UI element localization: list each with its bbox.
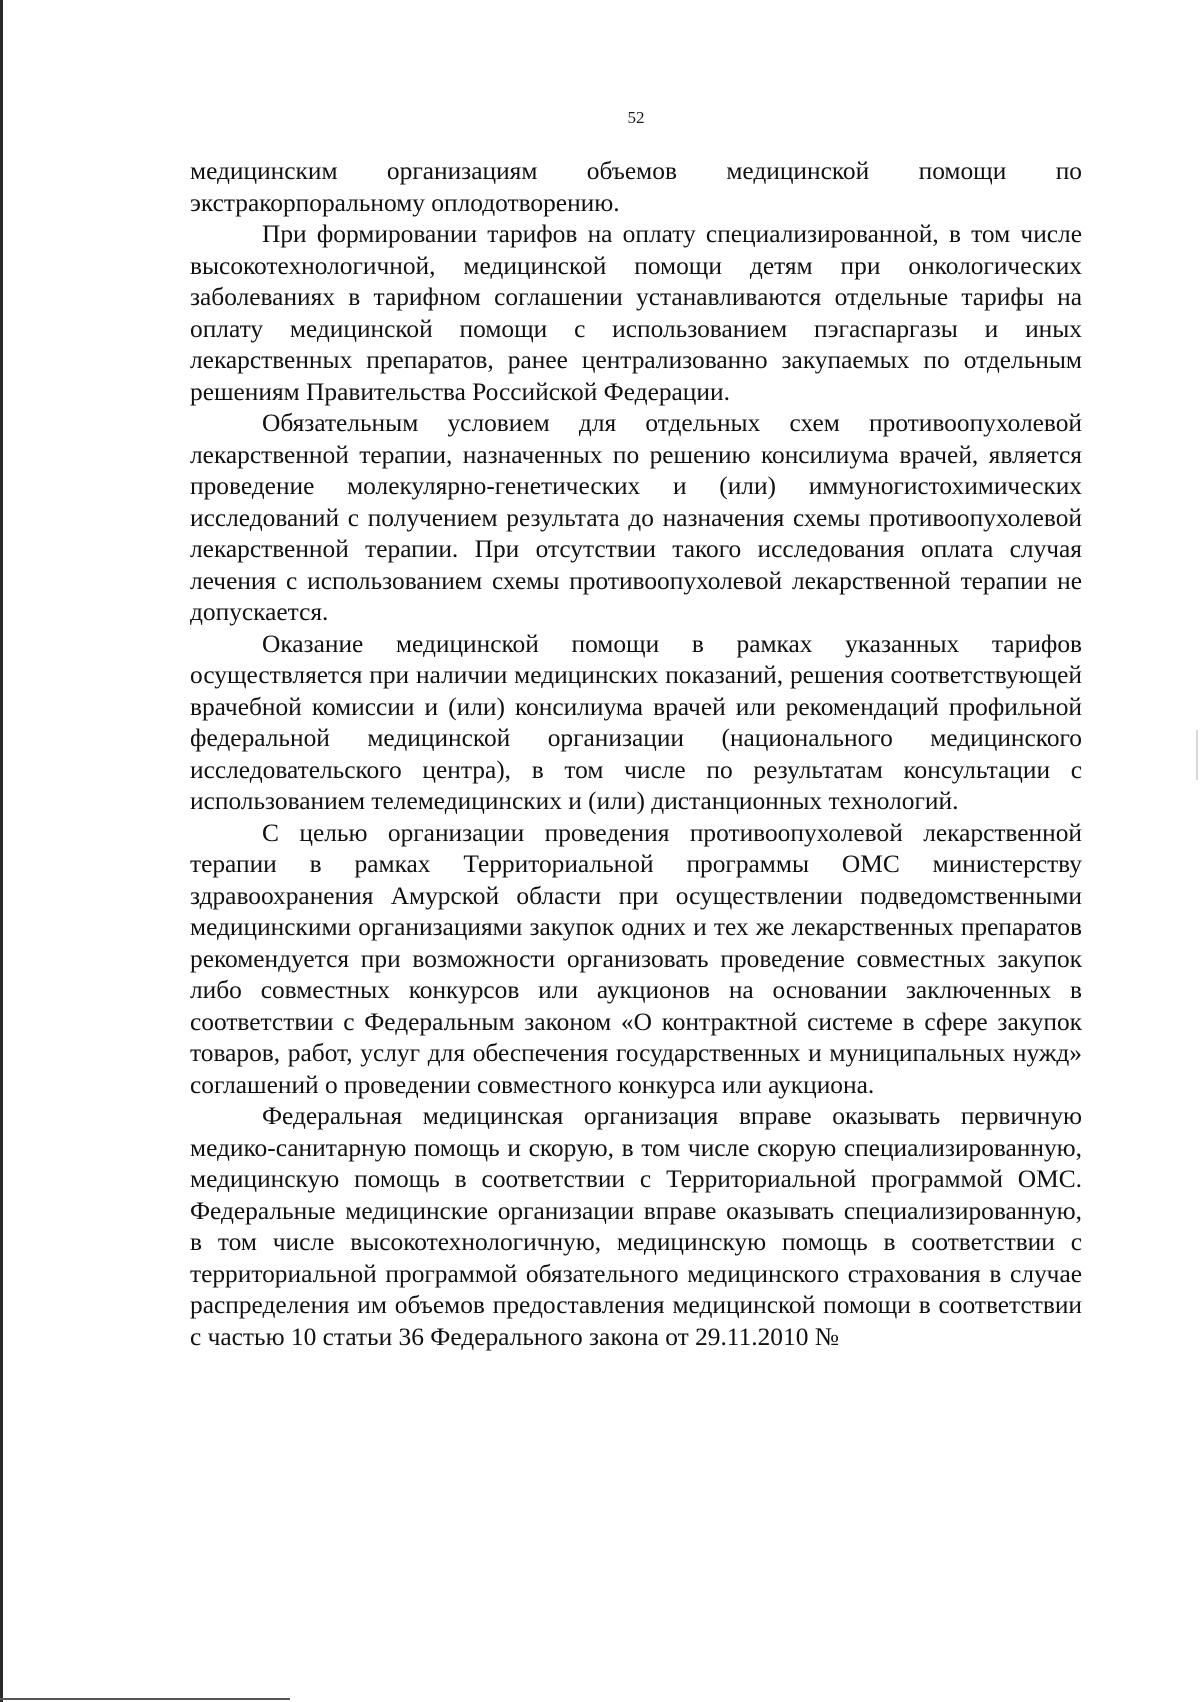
page-number: 52 bbox=[627, 108, 645, 127]
scan-mark-right bbox=[1196, 730, 1198, 780]
paragraph-medical-care-provision: Оказание медицинской помощи в рамках указанных тарифов осуществляется при наличии медицинских показаний, решения соответствующей врачебной комиссии и (или) консилиума врачей или рекомендаций профильной федеральной медицинской организации (национального медицинского исследовательского центра), в том числе по результатам консультации с использованием телемедицинских и (или) дистанционных технологий. bbox=[190, 629, 1082, 815]
paragraph-tariffs: При формировании тарифов на оплату специализированной, в том числе высокотехнологичной, медицинской помощи детям при онкологических заболеваниях в тарифном соглашении устанавливаются отдельные тарифы на оплату медицинской помощи с использованием пэгаспаргазы и иных лекарственных препаратов, ранее централизованно закупаемых по отдельным решениям Правительства Российской Федерации. bbox=[190, 220, 1082, 406]
paragraph-continuation: медицинским организациям объемов медицинской помощи по экстракорпоральному оплодотворению. bbox=[190, 157, 1082, 217]
paragraph-joint-procurement: С целью организации проведения противоопухолевой лекарственной терапии в рамках Территориальной программы ОМС министерству здравоохранения Амурской области при осуществлении подведомственными медицинскими организациями закупок одних и тех же лекарственных препаратов рекомендуется при возможности организовать проведение совместных закупок либо совместных конкурсов или аукционов на основании заключенных в соответствии с Федеральным законом «О контрактной системе в сфере закупок товаров, работ, услуг для обеспечения государственных и муниципальных нужд» соглашений о проведении совместного конкурса или аукциона. bbox=[190, 818, 1082, 1099]
scan-edge-left bbox=[0, 0, 3, 1702]
paragraph-mandatory-condition: Обязательным условием для отдельных схем противоопухолевой лекарственной терапии, назначенных по решению консилиума врачей, является проведение молекулярно-генетических и (или) иммуногистохимических исследований с получением результата до назначения схемы противоопухолевой лекарственной терапии. При отсутствии такого исследования оплата случая лечения с использованием схемы противоопухолевой лекарственной терапии не допускается. bbox=[190, 409, 1082, 626]
scan-edge-bottom bbox=[0, 1698, 290, 1700]
paragraph-federal-organization: Федеральная медицинская организация вправе оказывать первичную медико-санитарную помощь и скорую, в том числе скорую специализированную, медицинскую помощь в соответствии с Территориальной программой ОМС. Федеральные медицинские организации вправе оказывать специализированную, в том числе высокотехнологичную, медицинскую помощь в соответствии с территориальной программой обязательного медицинского страхования в случае распределения им объемов предоставления медицинской помощи в соответствии с частью 10 статьи 36 Федерального закона от 29.11.2010 № bbox=[190, 1102, 1082, 1351]
document-body bbox=[190, 156, 1082, 1353]
